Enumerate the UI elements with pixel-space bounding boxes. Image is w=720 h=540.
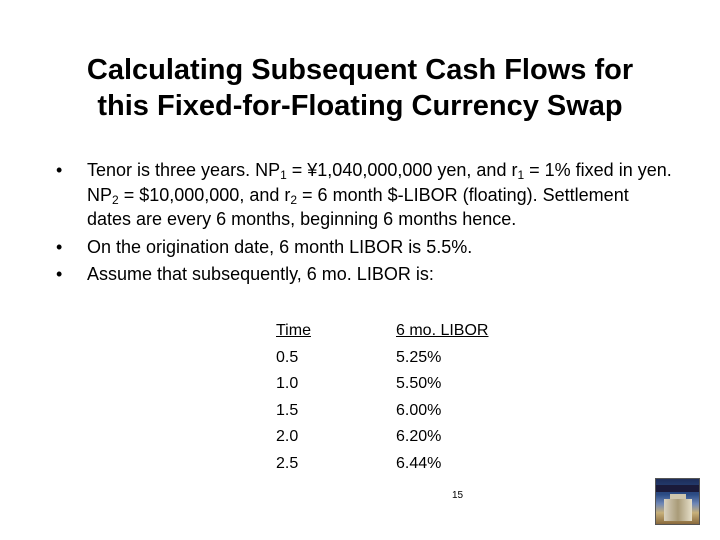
libor-cell: 6.20% xyxy=(396,428,442,445)
bullet-item-assumption xyxy=(56,262,676,287)
column-header-time: Time xyxy=(276,322,311,339)
bullet-marker: • xyxy=(56,160,63,180)
page-number: 15 xyxy=(452,490,464,501)
subscript: 1 xyxy=(280,168,287,182)
bullet-text-part: Tenor is three years. NP xyxy=(87,160,281,180)
time-cell: 0.5 xyxy=(276,348,299,366)
libor-cell: 6.44% xyxy=(396,454,442,472)
table-header-row xyxy=(276,318,576,345)
bullet-text-part: = 6 month $-LIBOR (floating). Settlement dates are every 6 months, beginning 6 months hence. xyxy=(87,184,629,229)
time-cell: 1.0 xyxy=(276,375,299,392)
bullet-text-part: = $10,000,000, and r xyxy=(118,184,291,205)
libor-cell: 5.50% xyxy=(396,375,442,392)
table-row xyxy=(276,398,576,425)
table-row xyxy=(276,451,576,478)
slide-title-line-2: this Fixed-for-Floating Currency Swap xyxy=(97,90,623,122)
logo-building xyxy=(664,499,692,521)
slide-title-line-1: Calculating Subsequent Cash Flows for xyxy=(86,54,634,86)
time-cell: 1.5 xyxy=(276,401,299,419)
bullet-text: Assume that subsequently, 6 mo. LIBOR is: xyxy=(87,264,434,284)
bullet-text-part: = 1% fixed in yen. NP xyxy=(87,160,672,205)
publisher-book-cover-logo-icon xyxy=(655,478,700,525)
bullet-marker: • xyxy=(56,264,63,284)
subscript: 2 xyxy=(112,192,119,207)
time-cell: 2.0 xyxy=(276,428,299,445)
libor-table xyxy=(276,318,576,477)
table-row xyxy=(276,345,576,372)
column-header-libor: 6 mo. LIBOR xyxy=(396,322,489,339)
slide-title xyxy=(0,52,720,124)
subscript: 2 xyxy=(290,192,298,207)
libor-cell: 5.25% xyxy=(396,348,442,366)
bullet-item-tenor xyxy=(56,158,676,232)
bullet-list xyxy=(56,158,676,290)
libor-cell: 6.00% xyxy=(396,401,442,419)
bullet-item-origination xyxy=(56,235,676,260)
table-row xyxy=(276,424,576,451)
bullet-text: On the origination date, 6 month LIBOR is 5.5%. xyxy=(87,236,473,257)
bullet-text-part: = ¥1,040,000,000 yen, and r xyxy=(286,160,518,180)
logo-band xyxy=(656,485,699,492)
subscript: 1 xyxy=(517,168,525,182)
bullet-marker: • xyxy=(56,236,63,257)
table-row xyxy=(276,371,576,398)
time-cell: 2.5 xyxy=(276,454,299,472)
